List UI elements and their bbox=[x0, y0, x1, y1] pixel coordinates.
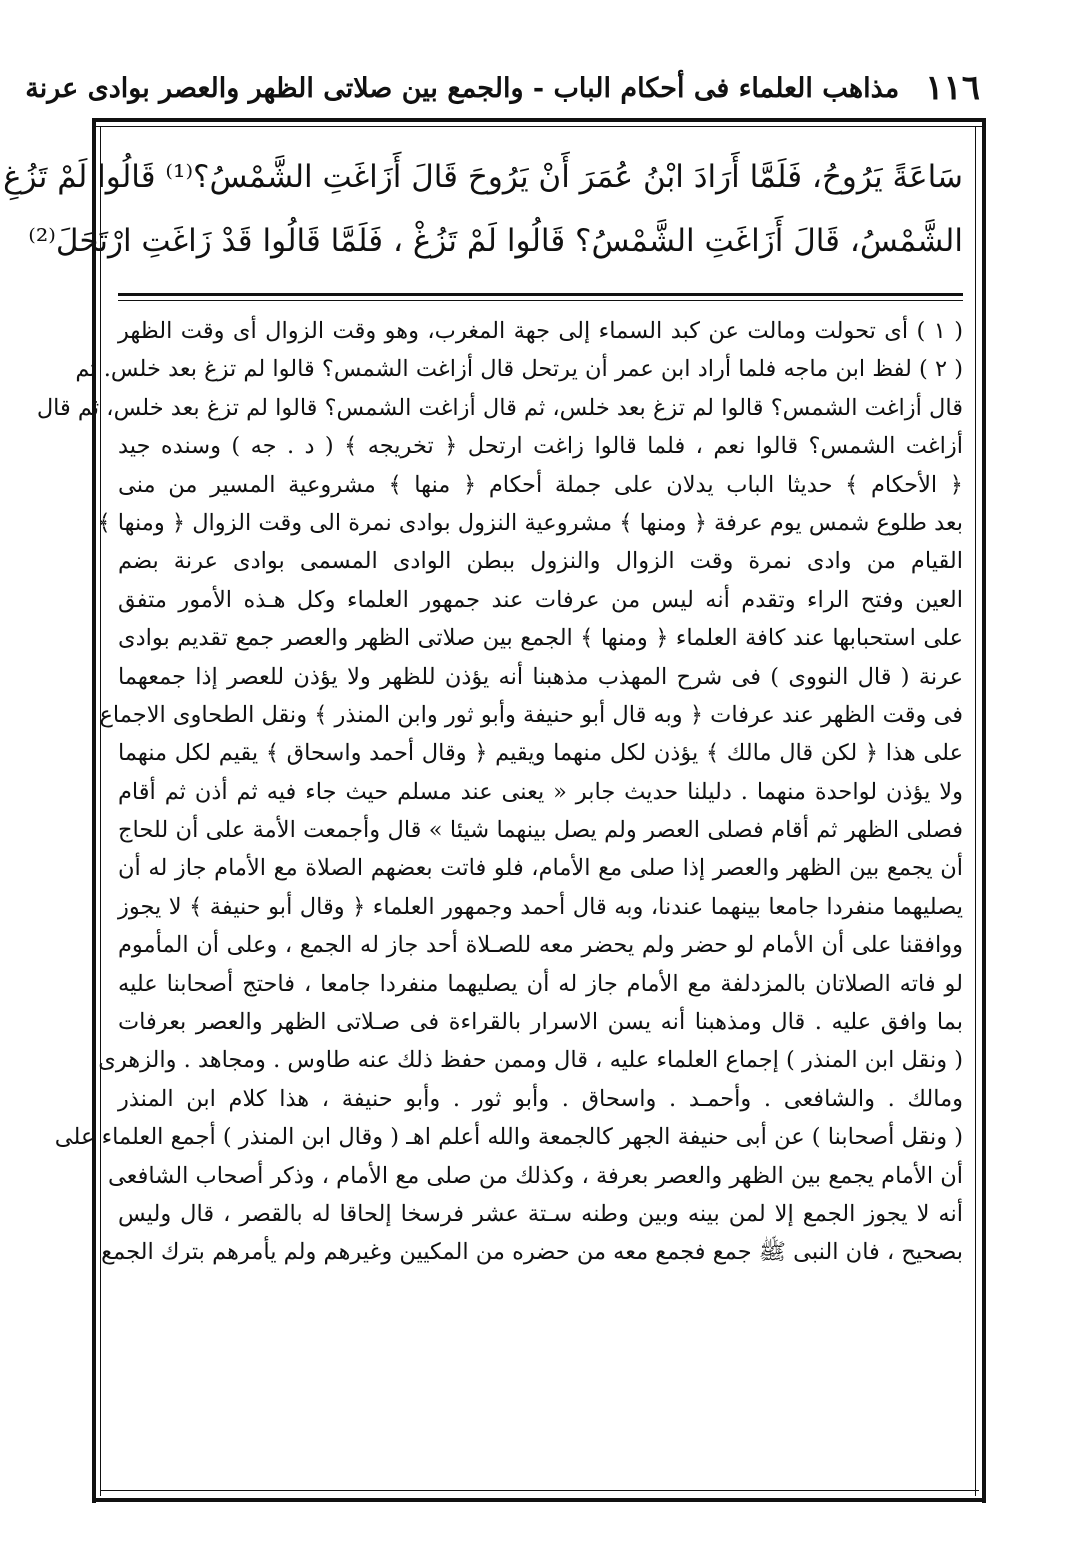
commentary-line: ﴿ الأحكام ﴾ حديثا الباب يدلان على جملة أحكام ﴿ منها ﴾ مشروعية المسير من منى bbox=[118, 471, 963, 498]
frame-border-top bbox=[92, 118, 986, 122]
frame-border-bottom-inner bbox=[100, 1490, 979, 1491]
commentary-line: العين وفتح الراء وتقدم أنه ليس من عرفات عند جمهور العلماء وكل هـذه الأمور متفق bbox=[118, 586, 963, 613]
section-divider-thin bbox=[118, 300, 963, 301]
commentary-line: أن الأمام يجمع بين الظهر والعصر بعرفة ، وكذلك من صلى مع الأمام ، وذكر أصحاب الشافعى bbox=[107, 1162, 963, 1189]
commentary-line: على استحبابها عند كافة العلماء ﴿ ومنها ﴾ الجمع بين صلاتى الظهر والعصر جمع تقديم بوادى bbox=[118, 625, 963, 652]
commentary-line: بما وافق عليه . قال ومذهبنا أنه يسن الاسرار بالقراءة فى صـلاتى الظهر والعصر بعرفات bbox=[118, 1009, 963, 1036]
commentary-line: أن يجمع بين الظهر والعصر إذا صلى مع الأمام، فلو فاتت بعضهم الصلاة مع الأمام جاز له أن bbox=[118, 855, 963, 882]
commentary-line: ومالك . والشافعى . وأحمـد . واسحاق . وأبو ثور . وأبو حنيفة ، هذا كلام ابن المنذر bbox=[118, 1085, 963, 1112]
frame-border-right-inner bbox=[975, 126, 976, 1496]
frame-border-left bbox=[92, 118, 96, 1503]
footnote-2: ( ٢ ) لفظ ابن ماجه فلما أراد ابن عمر أن يرتحل قال أزاغت الشمس؟ قالوا لم تزغ بعد خلس. ثم bbox=[75, 356, 963, 383]
commentary-line: فصلى الظهر ثم أقام فصلى العصر ولم يصل بينهما شيئا » قال وأجمعت الأمة على أن للحاج bbox=[118, 817, 963, 844]
commentary-line: أنه لا يجوز الجمع إلا لمن بينه وبين وطنه سـتة عشر فرسخا إلحاقا له بالقصر ، قال وليس bbox=[118, 1200, 963, 1227]
hadith-text bbox=[3, 145, 963, 273]
page-number: ١١٦ bbox=[925, 68, 980, 108]
commentary-line: لو فاته الصلاتان بالمزدلفة مع الأمام جاز له أن يصليهما منفردا جامعا ، فاحتج أصحابنا عليه bbox=[118, 970, 963, 997]
commentary-line: القيام من وادى نمرة وقت الزوال والنزول ببطن الوادى المسمى بوادى عرنة بضم bbox=[118, 548, 963, 575]
section-divider bbox=[118, 293, 963, 296]
commentary-line: ولا يؤذن لواحدة منهما . دليلنا حديث جابر « يعنى عند مسلم حيث جاء فيه ثم أذن ثم أقام bbox=[118, 778, 963, 805]
hadith-line: سَاعَةً يَرُوحُ، فَلَمَّا أَرَادَ ابْنُ عُمَرَ أَنْ يَرُوحَ قَالَ أَزَاغَتِ الشَّمْسُ؟⁽¹⁾ قَالُوا لَمْ تَزُغِ bbox=[3, 159, 963, 195]
commentary-line: يصليهما منفردا جامعا بينهما عندنا، وبه قال أحمد وجمهور العلماء ﴿ وقال أبو حنيفة ﴾ لا يجوز bbox=[118, 893, 963, 920]
frame-border-left-inner bbox=[100, 126, 101, 1496]
frame-border-top-inner bbox=[92, 126, 986, 127]
commentary-line: ( ونقل ابن المنذر ) إجماع العلماء عليه ، قال وممن حفظ ذلك عنه طاوس . ومجاهد . والزهرى bbox=[98, 1047, 963, 1074]
commentary-line: ( ونقل أصحابنا ) عن أبى حنيفة الجهر كالجمعة والله أعلم اهـ ( وقال ابن المنذر ) أجمع العلماء على bbox=[54, 1124, 963, 1151]
commentary-line: عرنة ( قال النووى ) فى شرح المهذب مذهبنا أنه يؤذن للظهر ولا يؤذن للعصر إذا جمعهما bbox=[118, 663, 963, 690]
commentary-line: ووافقنا على أن الأمام لو حضر ولم يحضر معه للصـلاة أحد جاز له الجمع ، وعلى أن المأموم bbox=[118, 932, 963, 959]
commentary-line: قال أزاغت الشمس؟ قالوا لم تزغ بعد خلس، ثم قال أزاغت الشمس؟ قالوا لم تزغ بعد خلس، ثم قال bbox=[36, 394, 963, 421]
commentary-line: أزاغت الشمس؟ قالوا نعم ، فلما قالوا زاغت ارتحل ﴿ تخريجه ﴾ ( د . جه ) وسنده جيد bbox=[118, 433, 963, 460]
page-header bbox=[25, 62, 980, 114]
commentary-line: بصحيح ، فان النبى ﷺ جمع فجمع معه من حضره من المكيين وغيرهم ولم يأمرهم بترك الجمع bbox=[101, 1239, 963, 1266]
commentary-line: بعد طلوع شمس يوم عرفة ﴿ ومنها ﴾ مشروعية النزول بوادى نمرة الى وقت الزوال ﴿ ومنها ﴾ bbox=[97, 509, 963, 536]
running-title: مذاهب العلماء فى أحكام الباب - والجمع بين صلاتى الظهر والعصر بوادى عرنة bbox=[25, 72, 900, 104]
commentary-line: فى وقت الظهر عند عرفات ﴿ وبه قال أبو حنيفة وأبو ثور وابن المنذر ﴾ ونقل الطحاوى الاجماع bbox=[99, 701, 963, 728]
hadith-line: الشَّمْسُ، قَالَ أَزَاغَتِ الشَّمْسُ؟ قَالُوا لَمْ تَزُغْ ، فَلَمَّا قَالُوا قَدْ زَاغَتِ ارْتَحَلَ⁽²⁾ bbox=[28, 223, 963, 259]
footnote-1: ( ١ ) أى تحولت ومالت عن كبد السماء إلى جهة المغرب، وهو وقت الزوال أى وقت الظهر bbox=[118, 318, 963, 344]
frame-border-right bbox=[982, 118, 986, 1503]
frame-border-bottom bbox=[92, 1498, 986, 1502]
commentary-line: على هذا ﴿ لكن قال مالك ﴾ يؤذن لكل منهما ويقيم ﴿ وقال أحمد واسحاق ﴾ يقيم لكل منهما bbox=[118, 740, 963, 767]
commentary-text bbox=[36, 312, 963, 1272]
